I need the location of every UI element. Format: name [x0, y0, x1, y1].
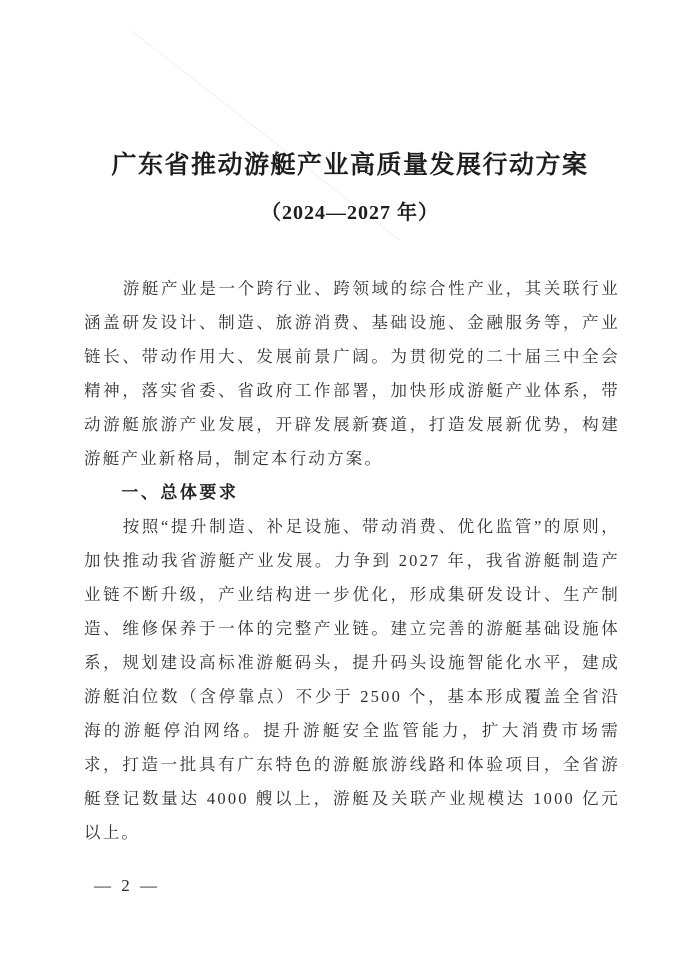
intro-paragraph: 游艇产业是一个跨行业、跨领域的综合性产业，其关联行业涵盖研发设计、制造、旅游消费、基础设施、金融服务等，产业链长、带动作用大、发展前景广阔。为贯彻党的二十届三中全会精神，落实省委、省政府工作部署，加快形成游艇产业体系，带动游艇旅游产业发展，开辟发展新赛道，打造发展新优势，构建游艇产业新格局，制定本行动方案。 [84, 279, 620, 468]
section-paragraph: 按照“提升制造、补足设施、带动消费、优化监管”的原则，加快推动我省游艇产业发展。力争到 2027 年，我省游艇制造产业链不断升级，产业结构进一步优化，形成集研发设计、生产制造、维修保养于一体的完整产业链。建立完善的游艇基础设施体系，规划建设高标准游艇码头，提升码头设施智能化水平，建成游艇泊位数（含停靠点）不少于 2500 个，基本形成覆盖全省沿海的游艇停泊网络。提升游艇安全监管能力，扩大消费市场需求，打造一批具有广东特色的游艇旅游线路和体验项目，全省游艇登记数量达 4000 艘以上，游艇及关联产业规模达 1000 亿元以上。 [84, 517, 621, 842]
document-subtitle: （2024—2027 年） [261, 202, 439, 224]
document-body [84, 272, 620, 850]
page-number: — 2 — [94, 876, 160, 895]
document-title: 广东省推动游艇产业高质量发展行动方案 [111, 152, 589, 179]
section-heading-general-requirements: 一、总体要求 [121, 483, 239, 502]
